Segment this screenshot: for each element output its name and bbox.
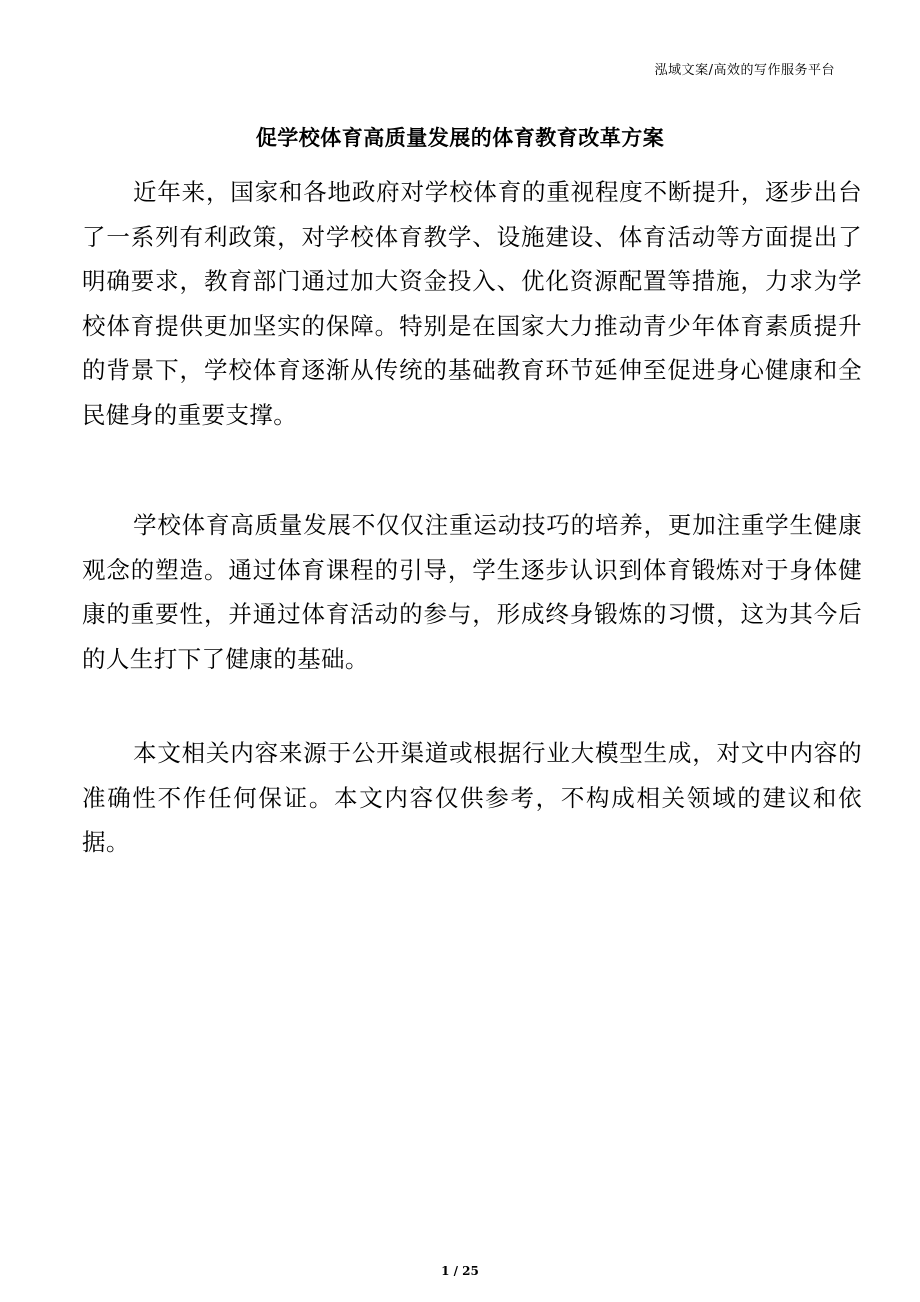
body-paragraph-2: 学校体育高质量发展不仅仅注重运动技巧的培养，更加注重学生健康观念的塑造。通过体育课程的引导，学生逐步认识到体育锻炼对于身体健康的重要性，并通过体育活动的参与，形成终身锻炼的习惯，这为其今后的人生打下了健康的基础。	[82, 511, 862, 673]
disclaimer-paragraph: 本文相关内容来源于公开渠道或根据行业大模型生成，对文中内容的准确性不作任何保证。本文内容仅供参考，不构成相关领域的建议和依据。	[82, 739, 862, 856]
page-title: 促学校体育高质量发展的体育教育改革方案	[255, 126, 665, 150]
header-brand: 泓域文案/高效的写作服务平台	[654, 63, 835, 78]
body-paragraph-1: 近年来，国家和各地政府对学校体育的重视程度不断提升，逐步出台了一系列有利政策，对学校体育教学、设施建设、体育活动等方面提出了明确要求，教育部门通过加大资金投入、优化资源配置等措施，力求为学校体育提供更加坚实的保障。特别是在国家大力推动青少年体育素质提升的背景下，学校体育逐渐从传统的基础教育环节延伸至促进身心健康和全民健身的重要支撑。	[82, 178, 862, 429]
page-number: 1 / 25	[441, 1264, 479, 1278]
